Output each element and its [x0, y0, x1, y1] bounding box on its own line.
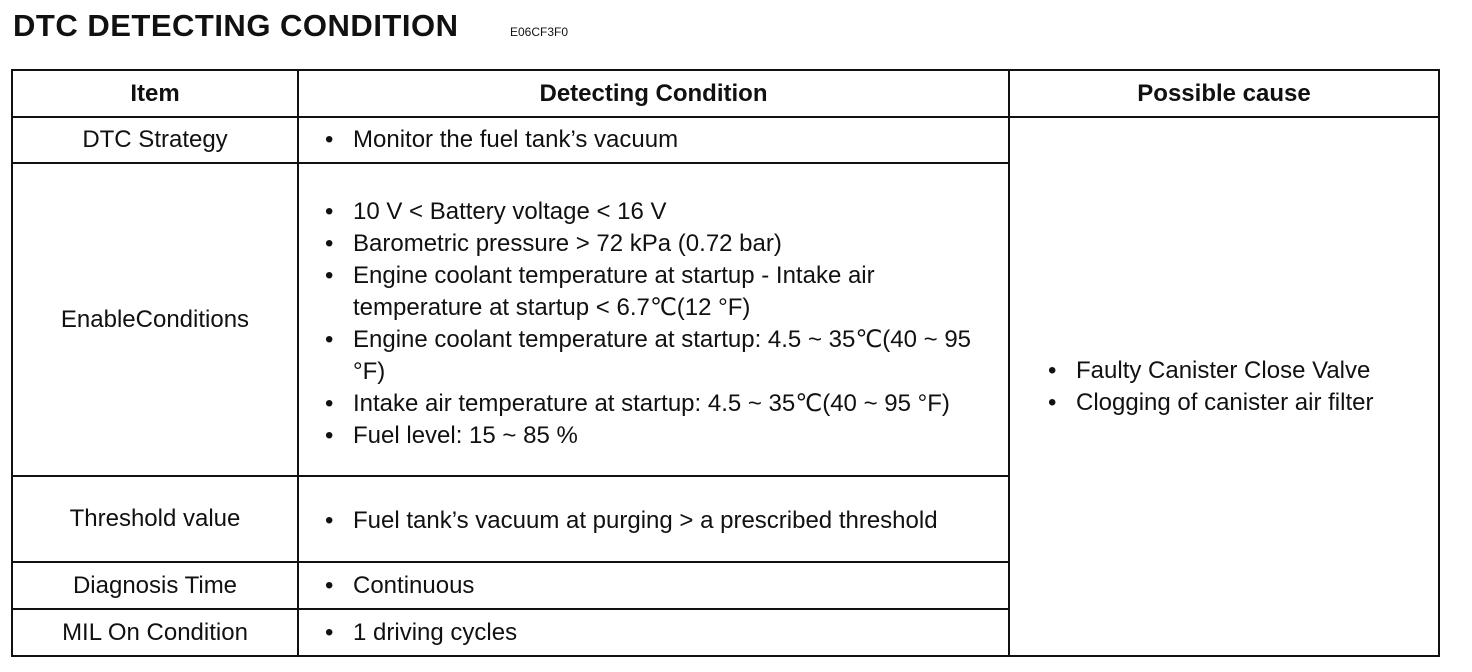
row-item-label: DTC Strategy	[12, 117, 298, 163]
cause-list	[1046, 355, 1438, 419]
condition-item: • Fuel tank’s vacuum at purging > a prescribed threshold	[323, 505, 1008, 537]
row-item-label: MIL On Condition	[12, 609, 298, 656]
row-condition-cell	[298, 117, 1009, 163]
cause-item: • Clogging of canister air filter	[1046, 387, 1438, 419]
row-condition-cell	[298, 609, 1009, 656]
document-code: E06CF3F0	[510, 25, 569, 39]
column-header-item: Item	[12, 70, 298, 117]
condition-item: • Intake air temperature at startup: 4.5 ~ 35℃(40 ~ 95 °F)	[323, 388, 1008, 420]
row-item-label: Threshold value	[12, 476, 298, 562]
condition-item: • Barometric pressure > 72 kPa (0.72 bar)	[323, 228, 1008, 260]
row-condition-cell	[298, 476, 1009, 562]
condition-item: • Engine coolant temperature at startup - Intake air temperature at startup < 6.7℃(12 °F)	[323, 260, 1008, 324]
page-title: DTC DETECTING CONDITION	[13, 8, 459, 43]
condition-item: • 1 driving cycles	[323, 617, 1008, 649]
column-header-detecting-condition: Detecting Condition	[298, 70, 1009, 117]
row-item-label: Diagnosis Time	[12, 562, 298, 609]
table-row	[12, 117, 1439, 163]
column-header-possible-cause: Possible cause	[1009, 70, 1439, 117]
possible-cause-cell	[1009, 117, 1439, 656]
row-item-label: EnableConditions	[12, 163, 298, 476]
cause-item: • Faulty Canister Close Valve	[1046, 355, 1438, 387]
condition-item: • Fuel level: 15 ~ 85 %	[323, 420, 1008, 452]
table-header-row	[12, 70, 1439, 117]
row-condition-cell	[298, 562, 1009, 609]
condition-item: • Continuous	[323, 570, 1008, 602]
condition-list	[323, 196, 1008, 452]
condition-list	[323, 124, 1008, 156]
condition-list	[323, 617, 1008, 649]
dtc-table	[11, 69, 1440, 657]
condition-item: • Monitor the fuel tank’s vacuum	[323, 124, 1008, 156]
condition-list	[323, 505, 1008, 537]
row-condition-cell	[298, 163, 1009, 476]
condition-item: • Engine coolant temperature at startup: 4.5 ~ 35℃(40 ~ 95 °F)	[323, 324, 1008, 388]
condition-item: • 10 V < Battery voltage < 16 V	[323, 196, 1008, 228]
condition-list	[323, 570, 1008, 602]
